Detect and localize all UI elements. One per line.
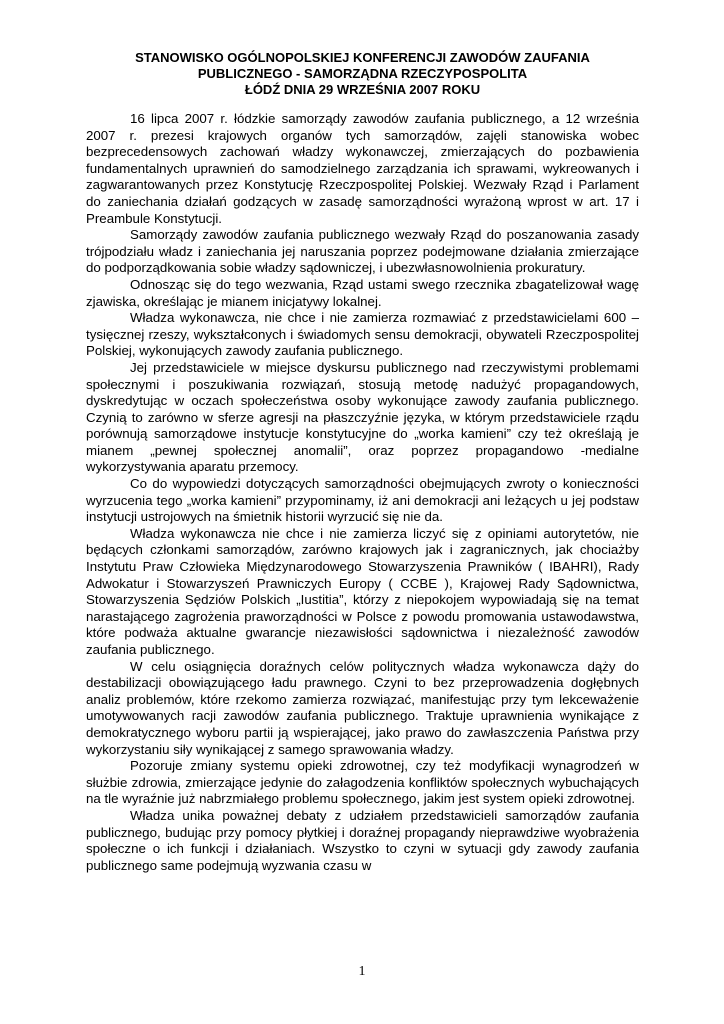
document-page bbox=[86, 50, 639, 874]
paragraph: Samorządy zawodów zaufania publicznego wezwały Rząd do poszanowania zasady trójpodziału władz i zaniechania jej naruszania poprzez podejmowane działania zmierzające do podporządkowania sobie władzy sądowniczej, i ubezwłasnowolnienia prokuratury. bbox=[86, 227, 639, 276]
title-line-2: PUBLICZNEGO - SAMORZĄDNA RZECZYPOSPOLITA bbox=[197, 66, 528, 81]
paragraph: Władza wykonawcza nie chce i nie zamierza liczyć się z opiniami autorytetów, nie będących członkami samorządów, zarówno krajowych jak i zagranicznych, jak chociażby Instytutu Praw Człowieka Międzynarodowego Stowarzyszenia Prawników ( IBAHRI), Rady Adwokatur i Stowarzyszeń Prawniczych Europy ( CCBE ), Krajowej Rady Sądownictwa, Stowarzyszenia Sędziów Polskich „Iustitia”, którzy z niepokojem wypowiadają się na temat narastającego zagrożenia praworządności w Polsce z powodu promowania ustawodawstwa, które podważa aktualne gwarancje niezawisłości sądownictwa i niezależność zawodów zaufania publicznego. bbox=[86, 525, 639, 657]
title-line-1: STANOWISKO OGÓLNOPOLSKIEJ KONFERENCJI ZAWODÓW ZAUFANIA bbox=[135, 50, 590, 65]
paragraph: Co do wypowiedzi dotyczących samorządności obejmujących zwroty o konieczności wyrzucenia tego „worka kamieni” przypominamy, iż ani demokracji ani leżących u jej podstaw instytucji ustrojowych na śmietnik historii wyrzucić się nie da. bbox=[86, 476, 639, 525]
paragraph: Odnosząc się do tego wezwania, Rząd ustami swego rzecznika zbagatelizował wagę zjawiska, określając je mianem inicjatywy lokalnej. bbox=[86, 276, 639, 309]
paragraph: Władza wykonawcza, nie chce i nie zamierza rozmawiać z przedstawicielami 600 – tysięcznej rzeszy, wykształconych i świadomych sensu demokracji, obywateli Rzeczpospolitej Polskiej, wykonujących zawody zaufania publicznego. bbox=[86, 310, 639, 359]
page-number: 1 bbox=[358, 964, 366, 979]
title-line-3: ŁÓDŹ DNIA 29 WRZEŚNIA 2007 ROKU bbox=[244, 82, 481, 97]
document-body bbox=[86, 111, 639, 874]
document-title bbox=[86, 50, 639, 98]
paragraph: Władza unika poważnej debaty z udziałem przedstawicieli samorządów zaufania publicznego, budując przy pomocy płytkiej i doraźnej propagandy nieprawdziwe wyobrażenia społeczne o ich funkcji i działaniach. Wszystko to czyni w sytuacji gdy zawody zaufania publicznego same podejmują wyzwania czasu w bbox=[86, 807, 639, 873]
paragraph: Pozoruje zmiany systemu opieki zdrowotnej, czy też modyfikacji wynagrodzeń w służbie zdrowia, zmierzające jedynie do załagodzenia konfliktów społecznych wybuchających na tle wyraźnie już nabrzmiałego problemu społecznego, jakim jest system opieki zdrowotnej. bbox=[86, 758, 639, 807]
paragraph: 16 lipca 2007 r. łódzkie samorządy zawodów zaufania publicznego, a 12 września 2007 r. prezesi krajowych organów tych samorządów, zajęli stanowiska wobec bezprecedensowych zachowań władzy wykonawczej, zmierzających do pozbawienia fundamentalnych uprawnień do samodzielnego zarządzania ich sprawami, wykreowanych i zagwarantowanych przez Konstytucję Rzeczpospolitej Polskiej. Wezwały Rząd i Parlament do zaniechania działań godzących w zasadę samorządności wyrażoną wprost w art. 17 i Preambule Konstytucji. bbox=[86, 111, 639, 226]
paragraph: Jej przedstawiciele w miejsce dyskursu publicznego nad rzeczywistymi problemami społecznymi i poszukiwania rozwiązań, stosują metodę nadużyć propagandowych, dyskredytując w oczach społeczeństwa osoby wykonujące zawody zaufania publicznego. Czynią to zarówno w sferze agresji na płaszczyźnie języka, w którym przedstawiciele rządu porównują samorządowe instytucje konstytucyjne do „worka kamieni” czy też określają je mianem „pewnej społecznej anomalii”, oraz poprzez propagandowo -medialne wykorzystywania aparatu przemocy. bbox=[86, 359, 639, 475]
paragraph: W celu osiągnięcia doraźnych celów politycznych władza wykonawcza dąży do destabilizacji obowiązującego ładu prawnego. Czyni to bez przeprowadzenia dogłębnych analiz problemów, które rzekomo zamierza rozwiązać, manifestując przy tym lekceważenie umotywowanych racji zawodów zaufania publicznego. Traktuje uprawnienia wynikające z demokratycznego wyboru partii ją wspierającej, jako prawo do zawłaszczenia Państwa przy wykorzystaniu siły wynikającej z samego sprawowania władzy. bbox=[86, 658, 639, 757]
